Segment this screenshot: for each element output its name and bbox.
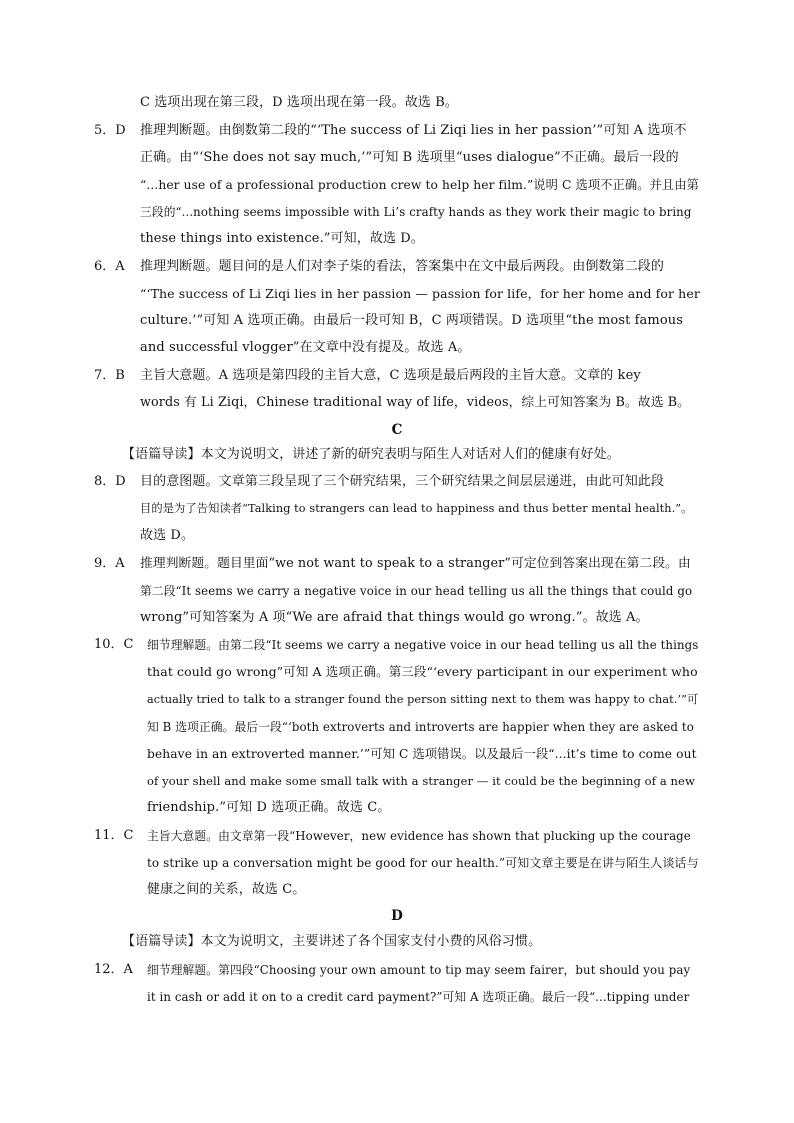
answer-line: 故选 D。 bbox=[140, 528, 195, 543]
answer-line: 正确。由“‘She does not say much,’”可知 B 选项里“uses dialogue”不正确。最后一段的 bbox=[140, 150, 679, 165]
answer-line: 三段的“...nothing seems impossible with Li’s crafty hands as they work their magic to bring bbox=[140, 205, 692, 219]
answer-line: these things into existence.”可知，故选 D。 bbox=[140, 231, 424, 246]
answer-line: C 选项出现在第三段，D 选项出现在第一段。故选 B。 bbox=[140, 95, 459, 110]
reading-guide: 【语篇导读】本文为说明文，主要讲述了各个国家支付小费的风俗习惯。 bbox=[122, 934, 542, 949]
answer-line: 细节理解题。第四段“Choosing your own amount to tip may seem fairer，but should you pay bbox=[147, 963, 691, 977]
question-number: 9．A bbox=[94, 556, 125, 571]
section-heading-c: C bbox=[391, 422, 403, 438]
answer-line: “...her use of a professional production crew to help her film.”说明 C 选项不正确。并且由第 bbox=[140, 178, 699, 192]
question-number: 8．D bbox=[94, 474, 126, 489]
answer-line: that could go wrong”可知 A 选项正确。第三段“‘every participant in our experiment who bbox=[147, 664, 698, 679]
answer-line: to strike up a conversation might be good for our health.”可知文章主要是在讲与陌生人谈话与 bbox=[147, 856, 699, 870]
answer-line: 细节理解题。由第二段“It seems we carry a negative voice in our head telling us all the things bbox=[147, 638, 699, 652]
answer-line: 目的意图题。文章第三段呈现了三个研究结果，三个研究结果之间层层递进，由此可知此段 bbox=[140, 474, 665, 489]
answer-line: “‘The success of Li Ziqi lies in her passion — passion for life，for her home and for her bbox=[140, 286, 700, 301]
answer-line: 推理判断题。题目问的是人们对李子柒的看法，答案集中在文中最后两段。由倒数第二段的 bbox=[140, 259, 665, 274]
answer-line: and successful vlogger”在文章中没有提及。故选 A。 bbox=[140, 340, 471, 355]
reading-guide: 【语篇导读】本文为说明文，讲述了新的研究表明与陌生人对话对人们的健康有好处。 bbox=[122, 447, 620, 462]
answer-line: 主旨大意题。由文章第一段“However，new evidence has shown that plucking up the courage bbox=[147, 829, 691, 843]
answer-line: 第二段“It seems we carry a negative voice in our head telling us all the things that could go bbox=[140, 584, 693, 598]
answer-line: behave in an extroverted manner.’”可知 C 选项错误。以及最后一段“...it’s time to come out bbox=[147, 747, 697, 761]
answer-line: friendship.”可知 D 选项正确。故选 C。 bbox=[147, 800, 391, 815]
answer-line: 知 B 选项正确。最后一段“‘both extroverts and introverts are happier when they are asked to bbox=[147, 720, 694, 734]
answer-line: wrong”可知答案为 A 项“We are afraid that things would go wrong.”。故选 A。 bbox=[140, 610, 649, 625]
question-number: 7．B bbox=[94, 368, 125, 383]
answer-line: culture.’”可知 A 选项正确。由最后一段可知 B，C 两项错误。D 选项里“the most famous bbox=[140, 313, 684, 328]
question-number: 6．A bbox=[94, 259, 125, 274]
answer-line: it in cash or add it on to a credit card payment?”可知 A 选项正确。最后一段“...tipping under bbox=[147, 990, 690, 1004]
question-number: 10．C bbox=[94, 637, 134, 652]
answer-line: of your shell and make some small talk with a stranger — it could be the beginning of a new bbox=[147, 774, 695, 788]
answer-line: 主旨大意题。A 选项是第四段的主旨大意，C 选项是最后两段的主旨大意。文章的 key bbox=[140, 368, 641, 383]
answer-line: actually tried to talk to a stranger found the person sitting next to them was happy to chat.’”可 bbox=[147, 693, 699, 706]
answer-line: words 有 Li Ziqi，Chinese traditional way of life，videos，综上可知答案为 B。故选 B。 bbox=[140, 395, 691, 410]
section-heading-d: D bbox=[391, 908, 403, 924]
question-number: 12．A bbox=[94, 962, 133, 977]
question-number: 5．D bbox=[94, 123, 126, 138]
answer-line: 推理判断题。题目里面“we not want to speak to a stranger”可定位到答案出现在第二段。由 bbox=[140, 556, 691, 571]
answer-line: 推理判断题。由倒数第二段的“‘The success of Li Ziqi lies in her passion’”可知 A 选项不 bbox=[140, 123, 687, 138]
answer-line: 健康之间的关系，故选 C。 bbox=[147, 882, 306, 897]
question-number: 11．C bbox=[94, 828, 134, 843]
answer-line: 目的是为了告知读者“Talking to strangers can lead to happiness and thus better mental health.”。 bbox=[140, 502, 693, 515]
